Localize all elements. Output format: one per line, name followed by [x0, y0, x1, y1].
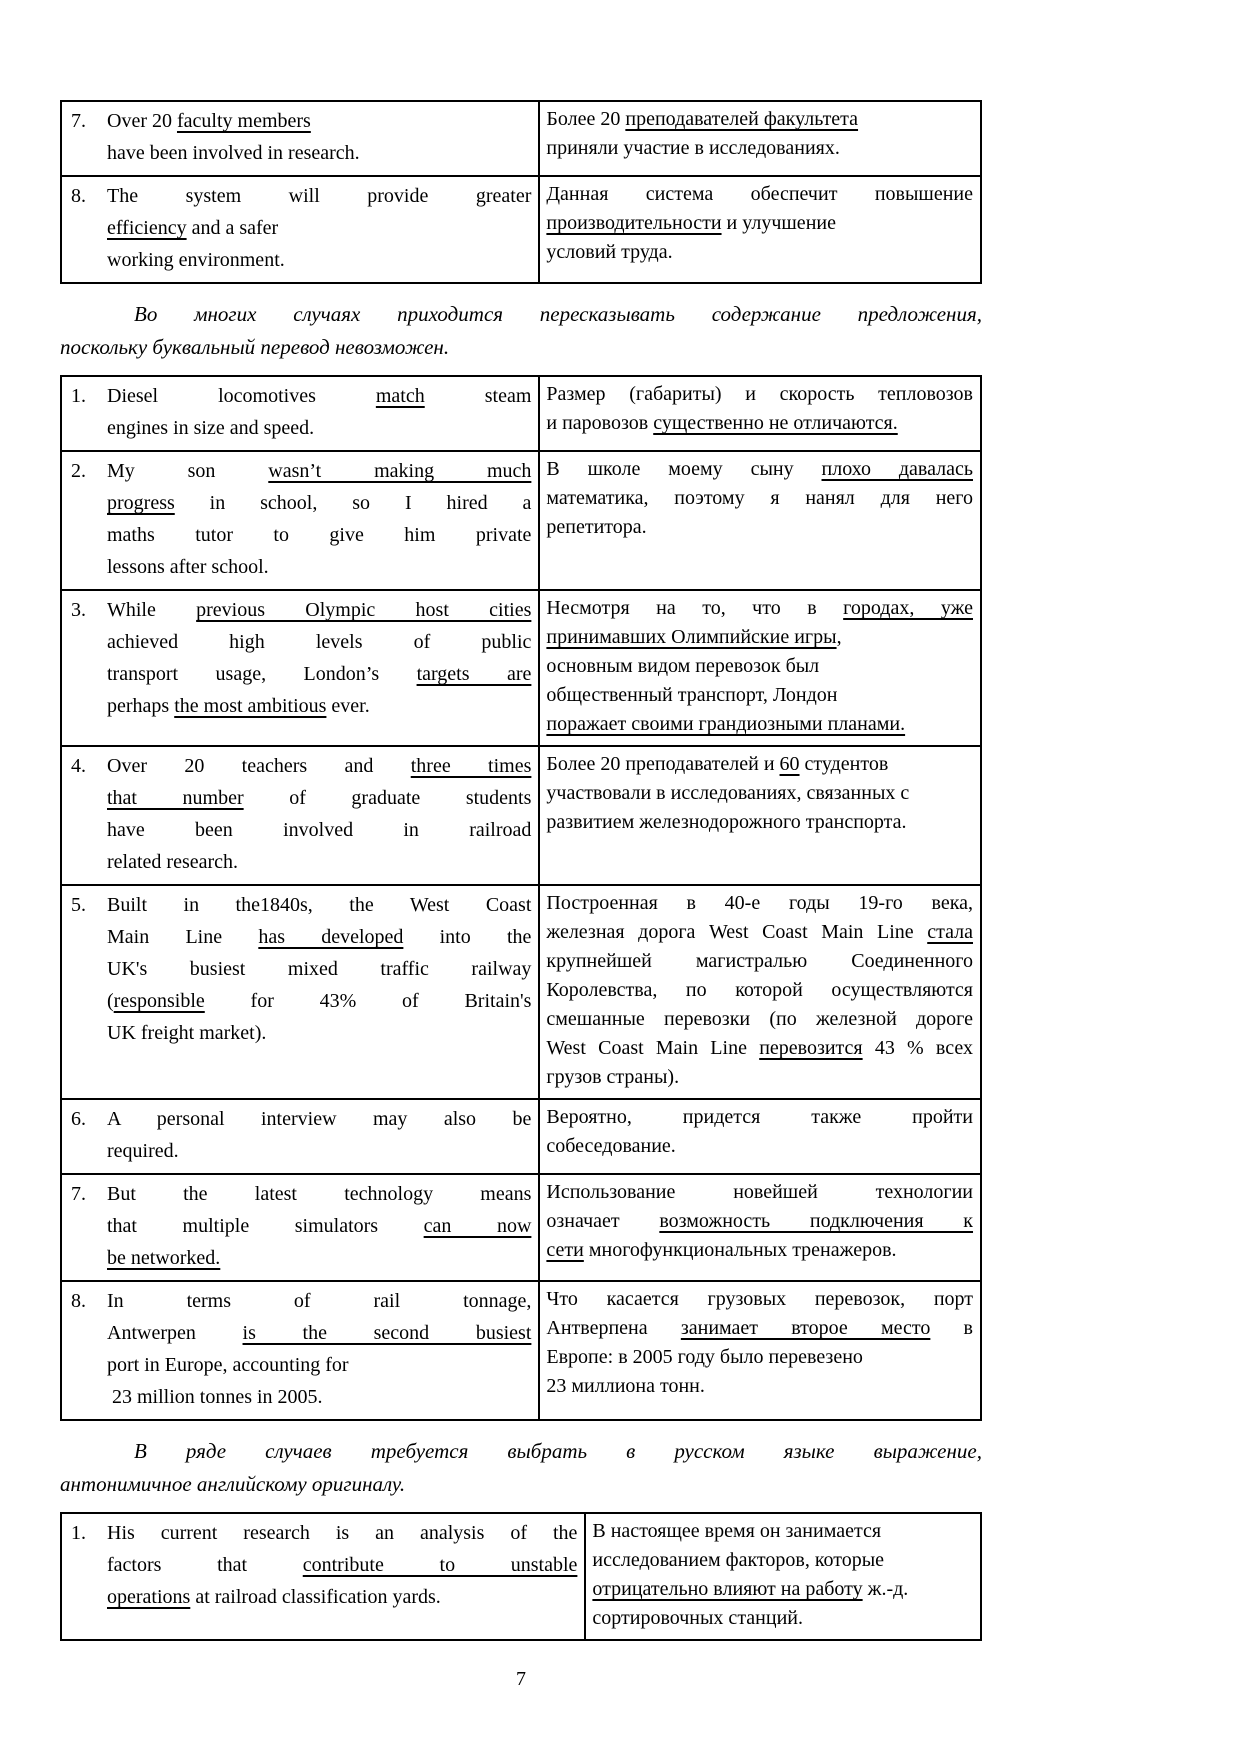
english-cell	[61, 376, 539, 451]
russian-cell	[539, 590, 981, 746]
row-number: 2.	[71, 460, 86, 483]
row-number: 8.	[71, 1290, 86, 1313]
english-cell	[61, 451, 539, 590]
russian-cell	[539, 376, 981, 451]
english-sentence: Diesel locomotives match steam engines in size and speed.	[107, 385, 532, 440]
russian-cell	[539, 746, 981, 885]
english-cell	[61, 590, 539, 746]
row-number: 6.	[71, 1108, 86, 1131]
russian-cell	[539, 101, 981, 176]
russian-cell	[585, 1513, 981, 1640]
table-row	[61, 176, 981, 283]
russian-sentence: Более 20 преподавателей и 60 студентов участвовали в исследованиях, связанных с развитием железнодорожного транспорта.	[546, 753, 910, 834]
table-row	[61, 1099, 981, 1174]
english-sentence: Built in the1840s, the West Coast Main Line has developed into the UK's busiest mixed traffic railway (responsible for 43% of Britain's UK freight market).	[107, 894, 532, 1045]
english-cell	[61, 885, 539, 1099]
row-number: 1.	[71, 385, 86, 408]
russian-cell	[539, 451, 981, 590]
english-cell	[61, 1099, 539, 1174]
russian-cell	[539, 1099, 981, 1174]
table-row	[61, 101, 981, 176]
russian-sentence: Данная система обеспечит повышение производительности и улучшение условий труда.	[546, 183, 973, 263]
translation-table-antonym	[60, 1512, 982, 1641]
russian-cell	[539, 176, 981, 283]
russian-sentence: В школе моему сыну плохо давалась математика, поэтому я нанял для него репетитора.	[546, 458, 973, 539]
english-cell	[61, 746, 539, 885]
english-cell	[61, 1513, 585, 1640]
row-number: 8.	[71, 185, 86, 207]
page-number: 7	[516, 1668, 526, 1690]
english-cell	[61, 1174, 539, 1281]
intro-paragraph-retelling: Во многих случаях приходится пересказывать содержание предложения, поскольку буквальный перевод невозможен.	[60, 302, 982, 359]
table-row	[61, 1174, 981, 1281]
russian-sentence: В настоящее время он занимается исследованием факторов, которые отрицательно влияют на работу ж.-д. сортировочных станций.	[592, 1520, 909, 1630]
english-sentence: Over 20 faculty members have been involved in research.	[107, 110, 360, 164]
english-sentence: While previous Olympic host cities achieved high levels of public transport usage, London’s targets are perhaps the most ambitious ever.	[107, 599, 532, 718]
russian-cell	[539, 1174, 981, 1281]
english-sentence: But the latest technology means that multiple simulators can now be networked.	[107, 1183, 532, 1270]
english-cell	[61, 176, 539, 283]
russian-sentence: Более 20 преподавателей факультета приняли участие в исследованиях.	[546, 108, 859, 159]
intro-paragraph-antonym: В ряде случаев требуется выбрать в русском языке выражение, антонимичное английскому оригиналу.	[60, 1439, 982, 1496]
table-row	[61, 1513, 981, 1640]
table-row	[61, 746, 981, 885]
english-cell	[61, 1281, 539, 1420]
translation-table-top	[60, 100, 982, 284]
row-number: 1.	[71, 1522, 86, 1545]
table-row	[61, 885, 981, 1099]
row-number: 3.	[71, 599, 86, 622]
table-row	[61, 590, 981, 746]
russian-sentence: Вероятно, придется также пройти собеседование.	[546, 1106, 973, 1158]
row-number: 7.	[71, 1183, 86, 1206]
translation-table-main	[60, 375, 982, 1421]
table-row	[61, 376, 981, 451]
row-number: 5.	[71, 894, 86, 917]
english-sentence: My son wasn’t making much progress in school, so I hired a maths tutor to give him private lessons after school.	[107, 460, 532, 579]
table-row	[61, 1281, 981, 1420]
english-sentence: His current research is an analysis of the factors that contribute to unstable operations at railroad classification yards.	[107, 1522, 578, 1609]
russian-sentence: Построенная в 40-е годы 19-го века, железная дорога West Coast Main Line стала крупнейшей магистралью Соединенного Королевства, по которой осуществляются смешанные перевозки (по железной дороге West Coast Main Line перевозится 43 % всех грузов страны).	[546, 892, 973, 1089]
row-number: 7.	[71, 110, 86, 132]
english-cell	[61, 101, 539, 176]
english-sentence: The system will provide greater efficiency and a safer working environment.	[107, 185, 532, 271]
table-row	[61, 451, 981, 590]
russian-sentence: Использование новейшей технологии означает возможность подключения к сети многофункциональных тренажеров.	[546, 1181, 974, 1262]
russian-cell	[539, 885, 981, 1099]
english-sentence: In terms of rail tonnage, Antwerpen is the second busiest port in Europe, accounting for 23 million tonnes in 2005.	[107, 1290, 532, 1409]
russian-sentence: Что касается грузовых перевозок, порт Антверпена занимает второе место в Европе: в 2005 году было перевезено 23 миллиона тонн.	[546, 1288, 973, 1398]
russian-cell	[539, 1281, 981, 1420]
row-number: 4.	[71, 755, 86, 778]
russian-sentence: Размер (габариты) и скорость тепловозов и паровозов существенно не отличаются.	[546, 383, 973, 435]
english-sentence: Over 20 teachers and three times that number of graduate students have been involved in railroad related research.	[107, 755, 532, 874]
page-content	[60, 100, 982, 1641]
russian-sentence: Несмотря на то, что в городах, уже принимавших Олимпийские игры, основным видом перевозок был общественный транспорт, Лондон поражает своими грандиозными планами.	[546, 597, 973, 736]
english-sentence: A personal interview may also be required.	[107, 1108, 532, 1163]
